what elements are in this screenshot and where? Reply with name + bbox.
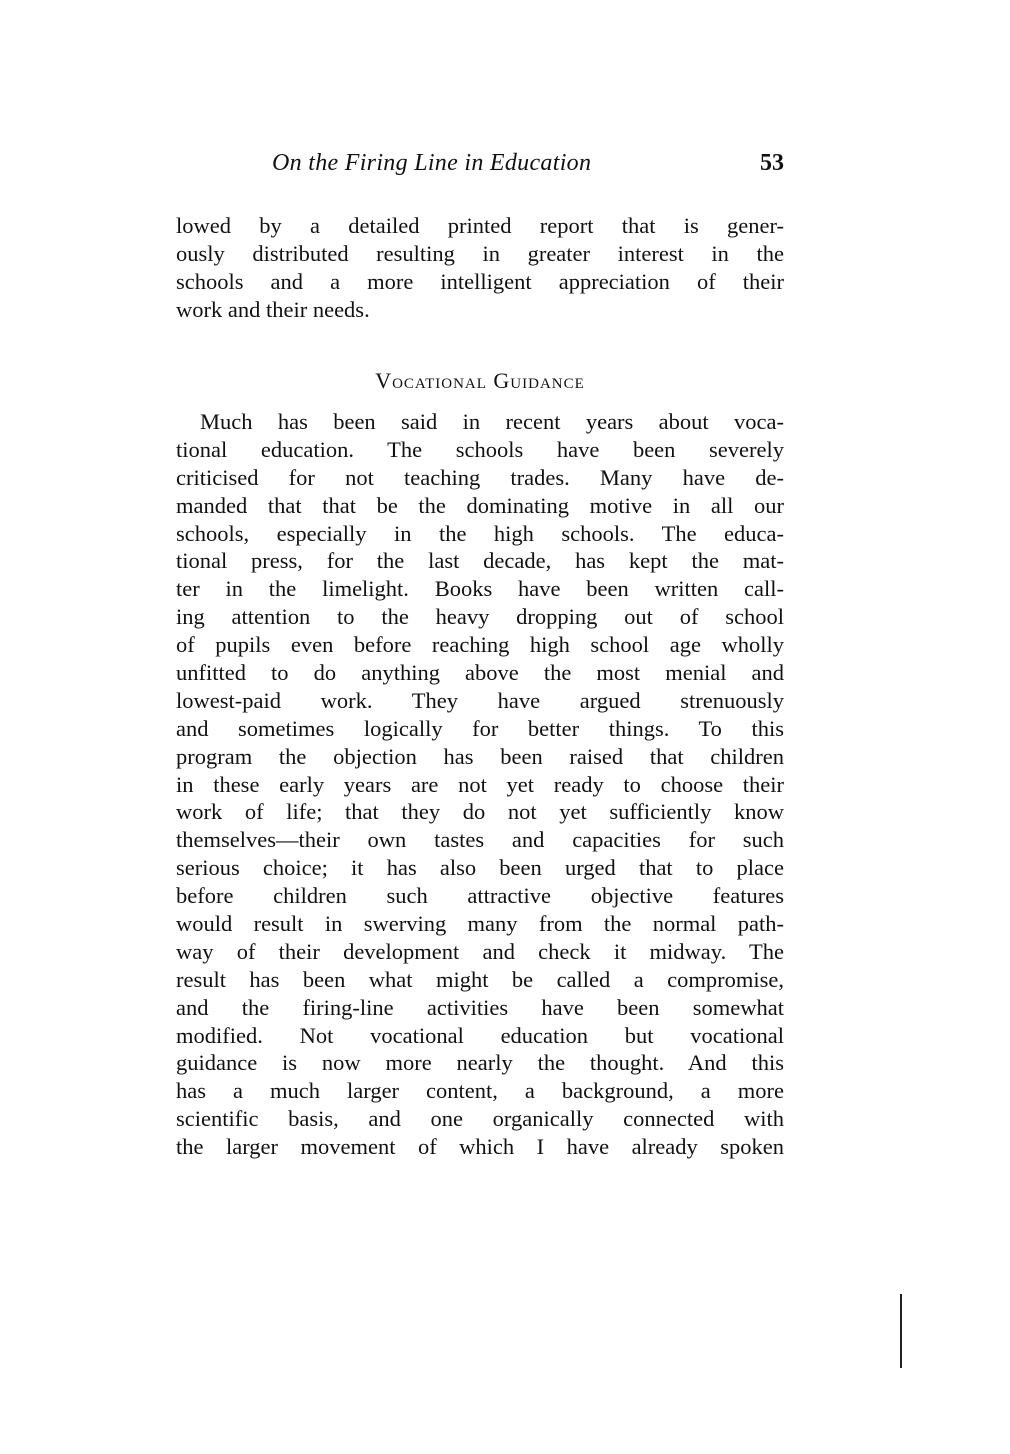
- paragraph-continuation: [176, 212, 784, 324]
- section-heading: Vocational Guidance: [375, 368, 585, 393]
- text-line: lowed by a detailed printed report that is gener-: [176, 213, 784, 238]
- text-line: and sometimes logically for better things. To this: [176, 715, 784, 741]
- running-title: On the Firing Line in Education: [272, 150, 592, 176]
- text-line: work of life; that they do not yet sufficiently know: [176, 799, 784, 825]
- text-line: before children such attractive objective features: [176, 883, 784, 909]
- text-line: scientific basis, and one organically connected with: [176, 1106, 784, 1132]
- text-line: ing attention to the heavy dropping out of school: [176, 604, 784, 630]
- margin-rule: [900, 1294, 902, 1368]
- text-line: unfitted to do anything above the most menial and: [176, 660, 784, 686]
- text-line: themselves—their own tastes and capacities for such: [176, 827, 784, 853]
- text-line: manded that that be the dominating motive in all our: [176, 492, 784, 518]
- text-line: tional press, for the last decade, has kept the mat-: [176, 548, 784, 574]
- text-line: of pupils even before reaching high school age wholly: [176, 632, 784, 658]
- text-line: has a much larger content, a background, a more: [176, 1078, 784, 1104]
- text-line: schools, especially in the high schools. The educa-: [176, 520, 784, 546]
- text-line: would result in swerving many from the normal path-: [176, 911, 784, 937]
- text-line: schools and a more intelligent appreciation of their: [176, 268, 784, 294]
- text-line: in these early years are not yet ready to choose their: [176, 771, 784, 797]
- page-number: 53: [760, 150, 784, 176]
- paragraph-vocational-guidance: [176, 408, 784, 1161]
- text-line: modified. Not vocational education but vocational: [176, 1022, 784, 1048]
- text-line: work and their needs.: [176, 296, 370, 322]
- text-line: criticised for not teaching trades. Many have de-: [176, 464, 784, 490]
- text-line: result has been what might be called a compromise,: [176, 966, 784, 992]
- text-line: ter in the limelight. Books have been written call-: [176, 576, 784, 602]
- text-line: guidance is now more nearly the thought. And this: [176, 1050, 784, 1076]
- text-line: and the firing-line activities have been somewhat: [176, 994, 784, 1020]
- text-line: tional education. The schools have been severely: [176, 436, 784, 462]
- text-line: lowest-paid work. They have argued strenuously: [176, 687, 784, 713]
- text-line: serious choice; it has also been urged that to place: [176, 855, 784, 881]
- text-line: Much has been said in recent years about voca-: [200, 409, 784, 434]
- text-line: ously distributed resulting in greater interest in the: [176, 240, 784, 266]
- text-line: the larger movement of which I have already spoken: [176, 1134, 784, 1160]
- running-head: [176, 150, 784, 186]
- text-line: program the objection has been raised that children: [176, 743, 784, 769]
- text-line: way of their development and check it midway. The: [176, 938, 784, 964]
